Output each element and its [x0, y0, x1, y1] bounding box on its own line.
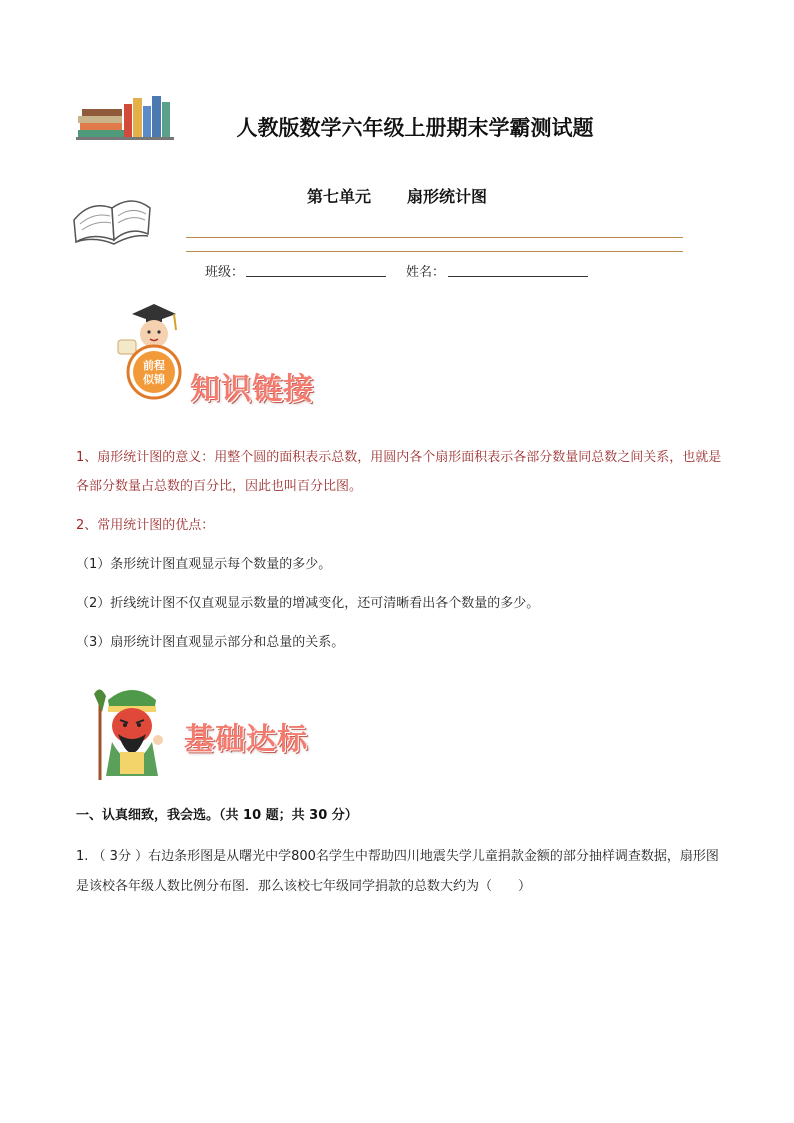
section-1-heading: 一、认真细致，我会选。（共 10 题；共 30 分）	[76, 808, 358, 823]
knowledge-point-4: （2）折线统计图不仅直观显示数量的增减变化，还可清晰看出各个数量的多少。	[76, 596, 540, 611]
name-label: 姓名：	[406, 265, 446, 280]
badge-text-2: 似锦	[143, 373, 165, 386]
unit-label: 第七单元	[306, 187, 371, 206]
page-title: 人教版数学六年级上册期末学霸测试题	[236, 115, 594, 140]
graduate-mascot-icon	[110, 300, 190, 402]
rule-line-2	[186, 251, 683, 252]
guan-yu-mascot-icon	[86, 680, 178, 782]
rule-line-1	[186, 237, 683, 238]
class-field[interactable]	[246, 276, 386, 277]
topic-label: 扇形统计图	[407, 187, 488, 206]
badge-text-1: 前程	[143, 359, 165, 372]
class-label: 班级：	[205, 265, 245, 280]
knowledge-point-5: （3）扇形统计图直观显示部分和总量的关系。	[76, 635, 345, 650]
unit-subtitle	[0, 184, 794, 207]
knowledge-point-1: 1、扇形统计图的意义：用整个圆的面积表示总数，用圆内各个扇形面积表示各部分数量同总数之间关系，也就是各部分数量占总数的百分比，因此也叫百分比图。	[76, 450, 722, 494]
knowledge-point-3: （1）条形统计图直观显示每个数量的多少。	[76, 557, 332, 572]
knowledge-banner-title: 知识链接	[190, 372, 314, 407]
name-field[interactable]	[448, 276, 588, 277]
basic-banner-title: 基础达标	[184, 722, 308, 757]
question-1: 1. （ 3分 ）右边条形图是从曙光中学800名学生中帮助四川地震失学儿童捐款金额的部分抽样调查数据，扇形图是该校各年级人数比例分布图．那么该校七年级同学捐款的总数大约为（ ）	[76, 849, 719, 894]
knowledge-point-2: 2、常用统计图的优点：	[76, 518, 215, 533]
